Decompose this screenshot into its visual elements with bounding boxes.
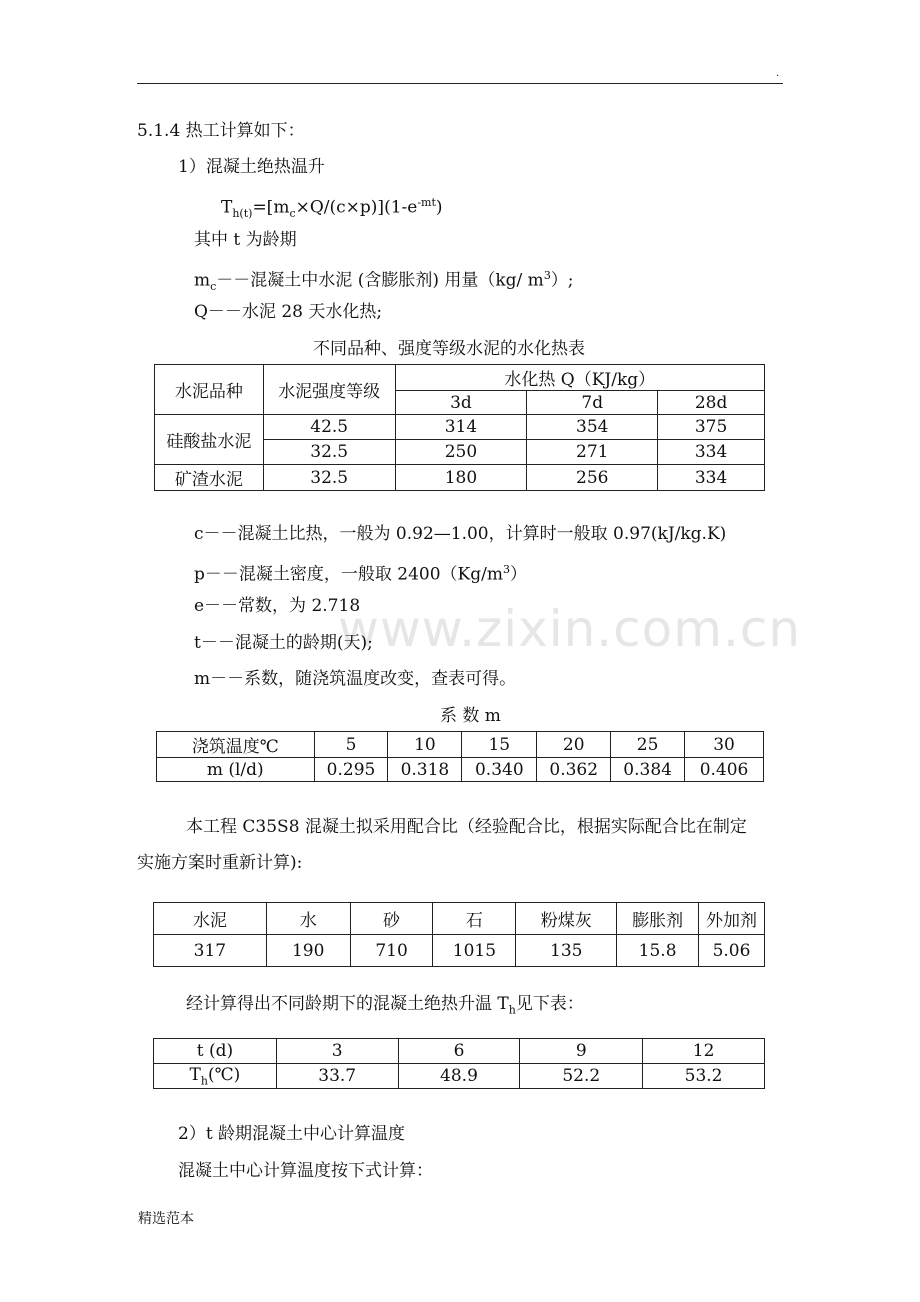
table-cell: 271 bbox=[527, 440, 658, 465]
table-cell: 256 bbox=[527, 465, 658, 491]
table4-row1-label: t (d) bbox=[154, 1039, 277, 1064]
table1-caption: 不同品种、强度等级水泥的水化热表 bbox=[313, 339, 585, 359]
item2-title: 2）t 龄期混凝土中心计算温度 bbox=[178, 1124, 406, 1144]
table-cell: 32.5 bbox=[263, 465, 395, 491]
table-cell: 5.06 bbox=[699, 935, 765, 967]
def-Q: Q－－水泥 28 天水化热; bbox=[194, 302, 383, 322]
table-cell: 33.7 bbox=[276, 1064, 398, 1089]
table-cell: 354 bbox=[527, 415, 658, 440]
table1-header-3d: 3d bbox=[395, 391, 527, 415]
item2-text: 混凝土中心计算温度按下式计算： bbox=[178, 1161, 433, 1181]
formula-adiabatic: $T_{h(t)}=[m_c\times Q/(c\times p)](1-e^{-mt})$ bbox=[221, 196, 443, 221]
table-cell: 3 bbox=[276, 1039, 398, 1064]
def-e: e－－常数，为 2.718 bbox=[194, 596, 361, 616]
table-cell: 48.9 bbox=[398, 1064, 520, 1089]
table-cell: 334 bbox=[658, 440, 765, 465]
table-cell: 水 bbox=[266, 903, 350, 935]
mix-proportion-table bbox=[153, 902, 765, 967]
watermark: www.zixin.com.cn bbox=[338, 600, 802, 658]
table-cell: 砂 bbox=[350, 903, 433, 935]
table1-header-type: 水泥品种 bbox=[155, 365, 264, 415]
table-cell: 15.8 bbox=[617, 935, 699, 967]
table-cell: 15 bbox=[462, 732, 537, 758]
table-cell: 30 bbox=[685, 732, 764, 758]
def-t: t－－混凝土的龄期(天); bbox=[194, 633, 373, 653]
table-cell: 水泥 bbox=[154, 903, 267, 935]
footer-label: 精选范本 bbox=[138, 1211, 194, 1227]
item1-title: 1）混凝土绝热温升 bbox=[178, 157, 325, 177]
table-cell: 375 bbox=[658, 415, 765, 440]
header-dot: . bbox=[776, 68, 780, 79]
table-cell: 42.5 bbox=[263, 415, 395, 440]
table-cell: 135 bbox=[516, 935, 617, 967]
table-cell: 20 bbox=[537, 732, 611, 758]
table1-header-28d: 28d bbox=[658, 391, 765, 415]
heat-of-hydration-table bbox=[154, 364, 765, 491]
table2-caption: 系 数 m bbox=[440, 706, 501, 726]
table-cell: 53.2 bbox=[643, 1064, 765, 1089]
header-rule bbox=[137, 83, 783, 84]
table2-row2-label: m (l/d) bbox=[157, 758, 315, 782]
table-cell: 石 bbox=[433, 903, 516, 935]
table-cell: 粉煤灰 bbox=[516, 903, 617, 935]
table-cell: 膨胀剂 bbox=[617, 903, 699, 935]
table-cell: 0.340 bbox=[462, 758, 537, 782]
coefficient-m-table bbox=[156, 731, 764, 782]
table-cell: 1015 bbox=[433, 935, 516, 967]
def-p: p－－混凝土密度，一般取 $2400(Kg/m^3)$ bbox=[194, 563, 527, 585]
table-cell: 250 bbox=[395, 440, 527, 465]
table-cell: 25 bbox=[611, 732, 685, 758]
table-cell: 0.318 bbox=[388, 758, 462, 782]
table-cell: 外加剂 bbox=[699, 903, 765, 935]
def-m: m－－系数，随浇筑温度改变，查表可得。 bbox=[194, 669, 517, 689]
table2-row1-label: 浇筑温度℃ bbox=[157, 732, 315, 758]
table-cell: 10 bbox=[388, 732, 462, 758]
table1-header-grade: 水泥强度等级 bbox=[263, 365, 395, 415]
table-cell: 6 bbox=[398, 1039, 520, 1064]
table4-row2-label: $T_h(℃)$ bbox=[154, 1064, 277, 1089]
def-mc: $m_c--$混凝土中水泥 (含膨胀剂) 用量（kg/ $m^3$）; bbox=[194, 269, 574, 294]
table-cell: 0.406 bbox=[685, 758, 764, 782]
table-cell: 190 bbox=[266, 935, 350, 967]
table-cell: 710 bbox=[350, 935, 433, 967]
table-cell: 0.295 bbox=[314, 758, 388, 782]
table1-header-heat: 水化热 Q（KJ/kg） bbox=[395, 365, 764, 391]
def-c: c－－混凝土比热，一般为 0.92—1.00，计算时一般取 0.97(kJ/kg.K) bbox=[194, 524, 727, 544]
table-cell: 0.362 bbox=[537, 758, 611, 782]
where-t: 其中 t 为龄期 bbox=[194, 230, 297, 250]
result-paragraph: 经计算得出不同龄期下的混凝土绝热升温 $T_h$见下表： bbox=[186, 994, 584, 1017]
table-cell: 334 bbox=[658, 465, 765, 491]
section-heading: 5.1.4 热工计算如下： bbox=[137, 121, 305, 141]
table-cell: 180 bbox=[395, 465, 527, 491]
table-cell: 9 bbox=[520, 1039, 643, 1064]
table-cell: 52.2 bbox=[520, 1064, 643, 1089]
table-cell: 5 bbox=[314, 732, 388, 758]
table1-type-portland: 硅酸盐水泥 bbox=[155, 415, 264, 465]
table-cell: 314 bbox=[395, 415, 527, 440]
adiabatic-rise-table bbox=[153, 1038, 765, 1089]
table-cell: 0.384 bbox=[611, 758, 685, 782]
table-cell: 317 bbox=[154, 935, 267, 967]
table-cell: 32.5 bbox=[263, 440, 395, 465]
table1-header-7d: 7d bbox=[527, 391, 658, 415]
mix-paragraph-line1: 本工程 C35S8 混凝土拟采用配合比（经验配合比，根据实际配合比在制定 bbox=[186, 817, 747, 837]
mix-paragraph-line2: 实施方案时重新计算): bbox=[137, 853, 303, 873]
table-cell: 12 bbox=[643, 1039, 765, 1064]
table1-type-slag: 矿渣水泥 bbox=[155, 465, 264, 491]
